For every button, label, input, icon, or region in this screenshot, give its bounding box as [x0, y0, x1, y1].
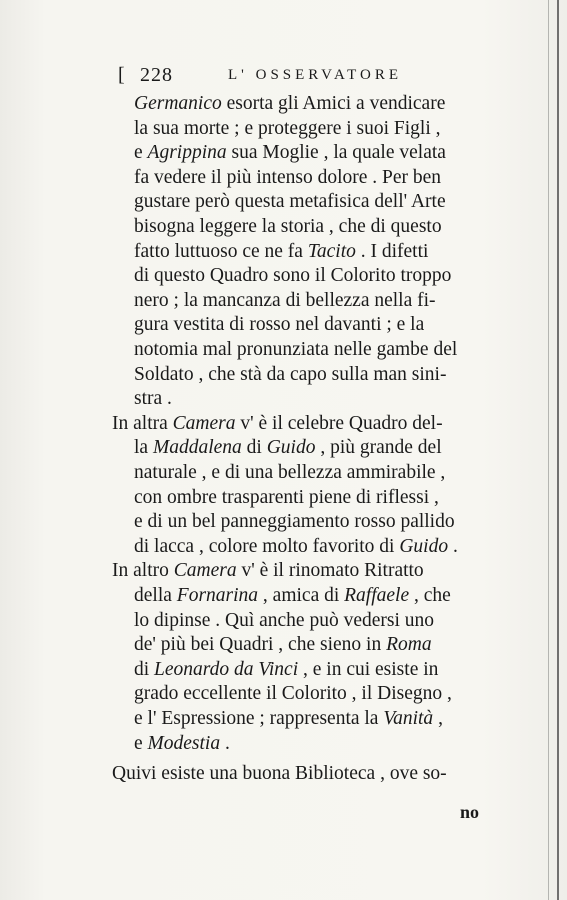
text-line: [134, 363, 446, 387]
text-span: sua Moglie , la quale velata: [226, 142, 446, 164]
text-span: stra .: [134, 388, 172, 410]
text-line: [134, 141, 446, 165]
text-span: nero ; la mancanza di bellezza nella fi-: [134, 289, 436, 311]
catchword: no: [460, 802, 480, 822]
text-span: e di un bel panneggiamento rosso pallido: [134, 511, 455, 533]
text-line: [134, 609, 434, 633]
text-line: [134, 313, 424, 337]
text-span: la sua morte ; e proteggere i suoi Figli ,: [134, 117, 441, 139]
paragraph-first-line: [112, 559, 424, 583]
italic-span: Maddalena: [152, 437, 242, 459]
text-line: [134, 387, 172, 411]
italic-span: Guido: [266, 437, 316, 459]
paragraph-first-line: [112, 762, 447, 786]
text-span: .: [448, 535, 458, 557]
text-span: di lacca , colore molto favorito di: [134, 535, 400, 557]
text-line: [134, 510, 455, 534]
text-span: bisogna leggere la storia , che di questo: [134, 216, 442, 237]
text-line: [134, 633, 432, 657]
italic-span: Fornarina: [176, 585, 259, 606]
text-span: Soldato , che stà da capo sulla man sini-: [134, 363, 447, 385]
text-span: In altra: [112, 412, 173, 434]
page-edge-shadow: [557, 0, 559, 900]
text-span: lo dipinse . Quì anche può vedersi uno: [134, 609, 435, 631]
text-span: ,: [433, 708, 443, 729]
italic-span: Leonardo da Vinci: [154, 658, 299, 680]
text-line: [134, 682, 452, 706]
text-span: . I difetti: [355, 240, 429, 262]
italic-span: Vanità: [383, 708, 434, 729]
text-span: gura vestita di rosso nel davanti ; e la: [134, 314, 425, 336]
text-line: [134, 264, 451, 288]
text-line: [134, 166, 441, 190]
text-span: e l' Espressione ; rappresenta la: [134, 708, 384, 729]
text-span: di questo Quadro sono il Colorito troppo: [134, 265, 452, 287]
text-line: [134, 732, 230, 756]
text-line: [134, 658, 438, 682]
text-span: fa vedere il più intenso dolore . Per ben: [134, 166, 442, 188]
text-line: [134, 240, 428, 264]
text-line: [134, 707, 443, 731]
text-span: v' è il rinomato Ritratto: [236, 560, 424, 582]
text-span: esorta gli Amici a vendicare: [221, 93, 446, 114]
text-line: [134, 190, 446, 214]
text-span: e: [134, 732, 148, 754]
text-span: fatto luttuoso ce ne fa: [134, 240, 308, 262]
text-line: [134, 215, 442, 239]
text-line: [134, 289, 436, 313]
text-span: In altro: [112, 560, 174, 582]
text-span: , più grande del: [315, 437, 442, 459]
text-span: e: [134, 142, 148, 164]
page-edge-line: [548, 0, 549, 900]
running-head: L' OSSERVATORE: [228, 67, 403, 83]
text-span: , e in cui esiste in: [298, 658, 439, 680]
page-header: [118, 64, 438, 88]
paragraph-first-line: [112, 412, 443, 436]
text-line: [134, 584, 451, 608]
text-line: [134, 92, 445, 116]
text-line: [134, 535, 458, 559]
text-span: , amica di: [258, 585, 345, 606]
text-line: [134, 461, 445, 485]
text-span: .: [220, 732, 230, 754]
page-number: 228: [140, 64, 173, 86]
text-span: di: [134, 658, 155, 680]
text-span: gustare però questa metafisica dell' Arte: [134, 191, 446, 213]
italic-span: Roma: [386, 634, 432, 656]
text-span: , che: [409, 585, 451, 606]
italic-span: Tacito: [307, 240, 356, 262]
text-span: di: [241, 437, 267, 459]
italic-span: Modestia: [147, 732, 221, 754]
text-span: Quivi esiste una buona Biblioteca , ove so-: [112, 763, 447, 785]
italic-span: Germanico: [134, 93, 222, 114]
italic-span: Agrippina: [147, 142, 227, 164]
text-span: della: [134, 585, 177, 606]
text-span: v' è il celebre Quadro del-: [235, 412, 443, 434]
italic-span: Guido: [399, 535, 449, 557]
italic-span: Camera: [173, 560, 237, 582]
italic-span: Raffaele: [344, 585, 410, 606]
text-span: notomia mal pronunziata nelle gambe del: [134, 339, 458, 360]
text-span: con ombre trasparenti piene di riflessi ,: [134, 486, 439, 508]
text-line: [134, 486, 439, 510]
text-span: naturale , e di una bellezza ammirabile ,: [134, 462, 446, 483]
text-span: la: [134, 437, 153, 459]
text-line: [134, 117, 441, 141]
text-span: de' più bei Quadri , che sieno in: [134, 634, 387, 656]
text-span: grado eccellente il Colorito , il Disegno ,: [134, 683, 452, 705]
text-line: [134, 338, 457, 362]
header-mark: [: [118, 64, 125, 86]
text-line: [134, 436, 442, 460]
italic-span: Camera: [172, 412, 236, 434]
